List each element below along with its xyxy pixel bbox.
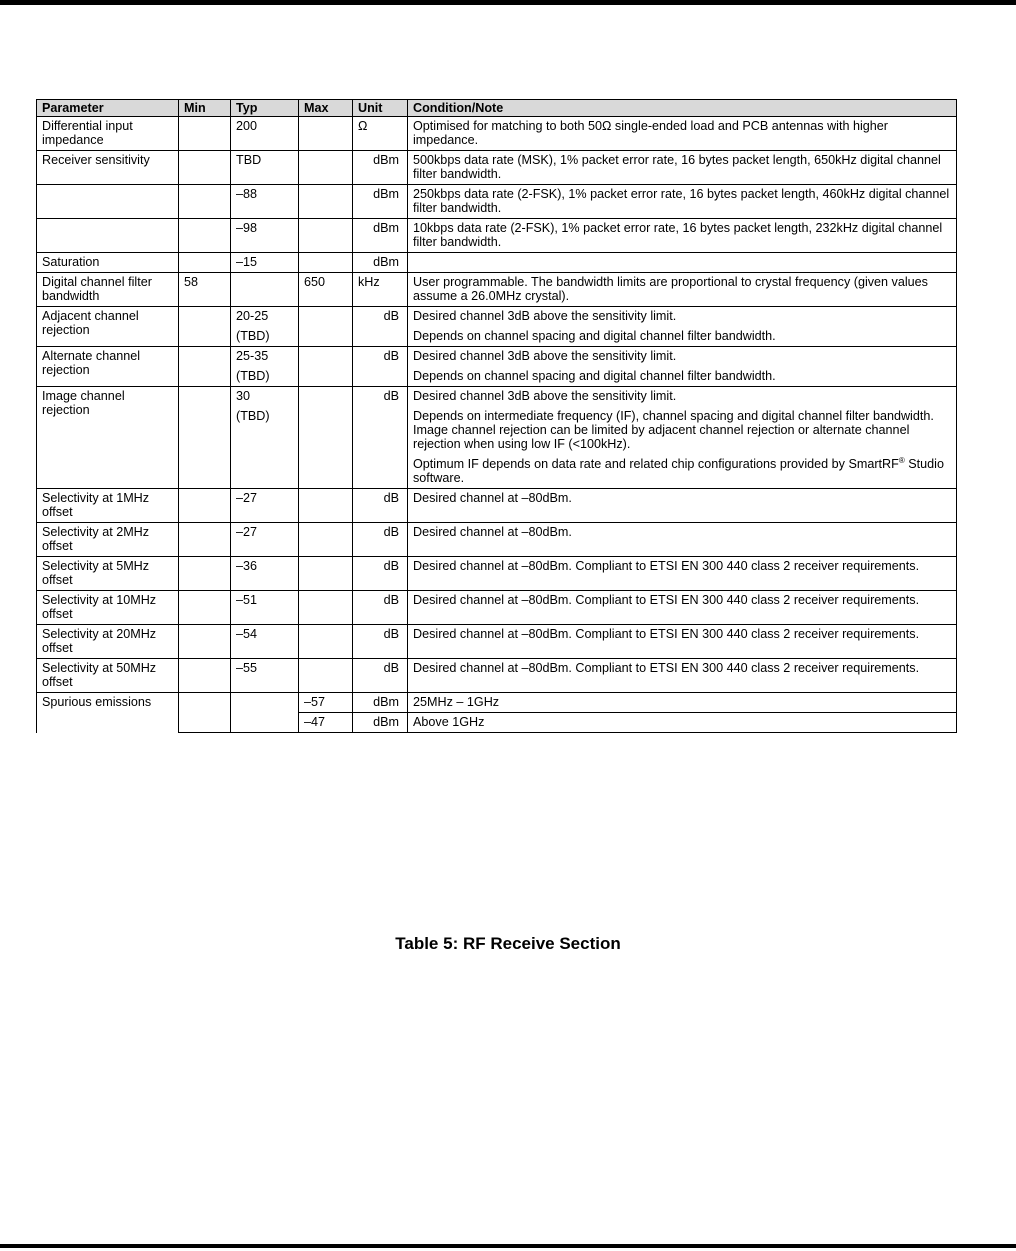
min-cell <box>179 117 231 151</box>
header-unit: Unit <box>353 100 408 117</box>
typ-cell: 200 <box>231 117 299 151</box>
min-cell <box>179 523 231 557</box>
condition-cell <box>408 387 957 489</box>
header-parameter: Parameter <box>37 100 179 117</box>
table-row <box>37 307 957 347</box>
param-cell <box>37 219 179 253</box>
param-cell: Digital channel filter bandwidth <box>37 273 179 307</box>
condition-cell <box>408 253 957 273</box>
max-cell <box>299 347 353 387</box>
condition-line: Depends on intermediate frequency (IF), channel spacing and digital channel filter bandwidth. Image channel rejection can be limited by adjacent channel rejection or alternate channel rejection when using low IF (<100kHz). <box>413 409 934 451</box>
unit-cell: dBm <box>353 253 408 273</box>
typ-cell: –51 <box>231 591 299 625</box>
min-cell <box>179 151 231 185</box>
min-cell <box>179 489 231 523</box>
typ-cell <box>231 693 299 733</box>
unit-cell: dB <box>353 557 408 591</box>
typ-cell <box>231 273 299 307</box>
typ-note: (TBD) <box>236 409 270 423</box>
table-caption: Table 5: RF Receive Section <box>395 934 621 953</box>
condition-cell: 10kbps data rate (2-FSK), 1% packet error rate, 16 bytes packet length, 232kHz digital channel filter bandwidth. <box>408 219 957 253</box>
param-cell: Adjacent channel rejection <box>37 307 179 347</box>
condition-line <box>413 457 951 485</box>
param-cell: Selectivity at 1MHz offset <box>37 489 179 523</box>
unit-cell: dBm <box>353 713 408 733</box>
typ-cell: –98 <box>231 219 299 253</box>
condition-line: Desired channel 3dB above the sensitivity limit. <box>413 389 677 403</box>
table-row <box>37 387 957 489</box>
table-row <box>37 219 957 253</box>
condition-line: Depends on channel spacing and digital channel filter bandwidth. <box>413 329 776 343</box>
table-row <box>37 185 957 219</box>
condition-text: Studio software. <box>413 457 944 485</box>
min-cell: 58 <box>179 273 231 307</box>
top-rule <box>0 0 1016 5</box>
min-cell <box>179 219 231 253</box>
table-row <box>37 273 957 307</box>
table-header-row <box>37 100 957 117</box>
typ-note: (TBD) <box>236 369 270 383</box>
unit-cell: dBm <box>353 219 408 253</box>
header-condition: Condition/Note <box>408 100 957 117</box>
condition-cell: Optimised for matching to both 50Ω single-ended load and PCB antennas with higher impedance. <box>408 117 957 151</box>
typ-cell: –27 <box>231 523 299 557</box>
table-row <box>37 523 957 557</box>
unit-cell: dB <box>353 489 408 523</box>
max-cell <box>299 625 353 659</box>
condition-cell: Desired channel at –80dBm. Compliant to ETSI EN 300 440 class 2 receiver requirements. <box>408 591 957 625</box>
param-cell: Spurious emissions <box>37 693 179 733</box>
typ-cell: –15 <box>231 253 299 273</box>
header-max: Max <box>299 100 353 117</box>
table-row <box>37 151 957 185</box>
typ-cell <box>231 387 299 489</box>
param-cell <box>37 185 179 219</box>
min-cell <box>179 693 231 733</box>
condition-text: Optimum IF depends on data rate and related chip configurations provided by SmartRF <box>413 457 899 471</box>
unit-cell: dBm <box>353 185 408 219</box>
param-text: Differential input impedance <box>42 119 133 147</box>
max-cell <box>299 151 353 185</box>
header-typ: Typ <box>231 100 299 117</box>
unit-cell: dB <box>353 523 408 557</box>
max-cell <box>299 557 353 591</box>
condition-cell: Desired channel at –80dBm. <box>408 523 957 557</box>
min-cell <box>179 659 231 693</box>
typ-cell: –88 <box>231 185 299 219</box>
condition-cell: 25MHz – 1GHz <box>408 693 957 713</box>
bottom-rule <box>0 1244 1016 1248</box>
min-cell <box>179 347 231 387</box>
unit-cell: dB <box>353 591 408 625</box>
max-cell <box>299 307 353 347</box>
typ-cell: –27 <box>231 489 299 523</box>
table-row <box>37 557 957 591</box>
unit-cell: dB <box>353 387 408 489</box>
unit-cell: dB <box>353 347 408 387</box>
min-cell <box>179 307 231 347</box>
condition-cell: User programmable. The bandwidth limits are proportional to crystal frequency (given values assume a 26.0MHz crystal). <box>408 273 957 307</box>
max-cell <box>299 523 353 557</box>
typ-cell: –36 <box>231 557 299 591</box>
condition-cell <box>408 347 957 387</box>
typ-cell: –55 <box>231 659 299 693</box>
max-cell: –47 <box>299 713 353 733</box>
table-row <box>37 659 957 693</box>
condition-cell: 500kbps data rate (MSK), 1% packet error rate, 16 bytes packet length, 650kHz digital channel filter bandwidth. <box>408 151 957 185</box>
param-cell <box>37 117 179 151</box>
param-cell: Receiver sensitivity <box>37 151 179 185</box>
condition-cell: Desired channel at –80dBm. <box>408 489 957 523</box>
table-row <box>37 253 957 273</box>
unit-cell: dBm <box>353 151 408 185</box>
typ-cell <box>231 347 299 387</box>
param-cell: Selectivity at 2MHz offset <box>37 523 179 557</box>
min-cell <box>179 253 231 273</box>
condition-line: Desired channel 3dB above the sensitivity limit. <box>413 309 677 323</box>
max-cell <box>299 253 353 273</box>
condition-line: Desired channel 3dB above the sensitivity limit. <box>413 349 677 363</box>
typ-cell: –54 <box>231 625 299 659</box>
typ-value: 30 <box>236 389 251 403</box>
table-row <box>37 693 957 713</box>
typ-value: 25-35 <box>236 349 269 363</box>
header-min: Min <box>179 100 231 117</box>
unit-cell: dBm <box>353 693 408 713</box>
min-cell <box>179 557 231 591</box>
max-cell <box>299 591 353 625</box>
param-cell: Selectivity at 50MHz offset <box>37 659 179 693</box>
max-cell <box>299 219 353 253</box>
max-cell: 650 <box>299 273 353 307</box>
min-cell <box>179 387 231 489</box>
condition-cell: Desired channel at –80dBm. Compliant to ETSI EN 300 440 class 2 receiver requirements. <box>408 659 957 693</box>
max-cell: –57 <box>299 693 353 713</box>
condition-cell: Desired channel at –80dBm. Compliant to ETSI EN 300 440 class 2 receiver requirements. <box>408 557 957 591</box>
min-cell <box>179 591 231 625</box>
min-cell <box>179 625 231 659</box>
table-row <box>37 117 957 151</box>
condition-cell <box>408 307 957 347</box>
param-cell: Alternate channel rejection <box>37 347 179 387</box>
max-cell <box>299 185 353 219</box>
table-row <box>37 625 957 659</box>
table-row <box>37 347 957 387</box>
typ-cell: TBD <box>231 151 299 185</box>
unit-cell: dB <box>353 625 408 659</box>
rf-receive-table <box>36 99 957 733</box>
typ-value: 20-25 <box>236 309 269 323</box>
condition-cell: 250kbps data rate (2-FSK), 1% packet error rate, 16 bytes packet length, 460kHz digital channel filter bandwidth. <box>408 185 957 219</box>
min-cell <box>179 185 231 219</box>
condition-cell: Above 1GHz <box>408 713 957 733</box>
max-cell <box>299 489 353 523</box>
param-cell: Image channel rejection <box>37 387 179 489</box>
table-row <box>37 591 957 625</box>
max-cell <box>299 659 353 693</box>
param-cell: Saturation <box>37 253 179 273</box>
unit-cell: dB <box>353 659 408 693</box>
condition-line: Depends on channel spacing and digital channel filter bandwidth. <box>413 369 776 383</box>
max-cell <box>299 387 353 489</box>
table-row <box>37 489 957 523</box>
param-cell: Selectivity at 10MHz offset <box>37 591 179 625</box>
registered-mark: ® <box>898 455 905 465</box>
param-cell: Selectivity at 20MHz offset <box>37 625 179 659</box>
condition-cell: Desired channel at –80dBm. Compliant to ETSI EN 300 440 class 2 receiver requirements. <box>408 625 957 659</box>
unit-cell: dB <box>353 307 408 347</box>
param-cell: Selectivity at 5MHz offset <box>37 557 179 591</box>
unit-cell: kHz <box>353 273 408 307</box>
unit-cell: Ω <box>353 117 408 151</box>
typ-cell <box>231 307 299 347</box>
typ-note: (TBD) <box>236 329 270 343</box>
max-cell <box>299 117 353 151</box>
